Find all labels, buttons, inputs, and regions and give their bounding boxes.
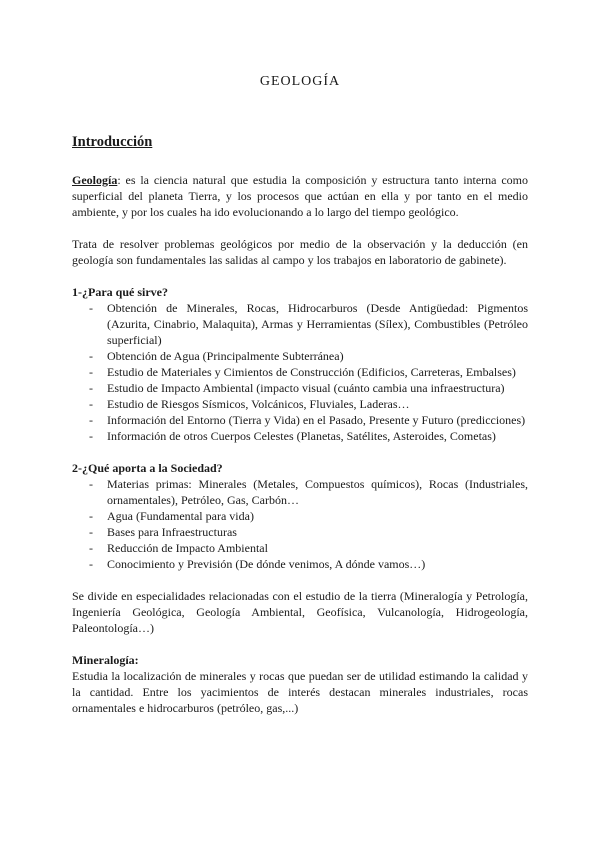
list-item: - Estudio de Riesgos Sísmicos, Volcánicos, Fluviales, Laderas… [72,396,528,412]
intro-paragraph-2: Trata de resolver problemas geológicos por medio de la observación y la deducción (en geología son fundamentales las salidas al campo y los trabajos en laboratorio de gabinete). [72,237,528,267]
section1-heading: 1-¿Para qué sirve? [72,285,168,299]
list-item: - Estudio de Impacto Ambiental (impacto visual (cuánto cambia una infraestructura) [72,380,528,396]
list-item: - Obtención de Minerales, Rocas, Hidrocarburos (Desde Antigüedad: Pigmentos (Azurita, Cinabrio, Malaquita), Armas y Herramientas (Sílex), Combustibles (Petróleo superficial) [72,300,528,348]
list-item: - Agua (Fundamental para vida) [72,508,528,524]
section2-list [72,476,528,572]
intro-heading: Introducción [72,134,153,150]
list-item: - Reducción de Impacto Ambiental [72,540,528,556]
list-item: - Bases para Infraestructuras [72,524,528,540]
specialties-paragraph: Se divide en especialidades relacionadas con el estudio de la tierra (Mineralogía y Petrología, Ingeniería Geológica, Geología Ambiental, Geofísica, Vulcanología, Hidrogeología, Paleontología…) [72,589,528,635]
list-item: - Información de otros Cuerpos Celestes (Planetas, Satélites, Asteroides, Cometas) [72,428,528,444]
intro-definition-paragraph [72,172,528,220]
geologia-term: Geología [72,173,118,187]
document-title: GEOLOGÍA [259,74,341,89]
section2-heading: 2-¿Qué aporta a la Sociedad? [72,461,223,475]
list-item: - Conocimiento y Previsión (De dónde venimos, A dónde vamos…) [72,556,528,572]
list-item: - Obtención de Agua (Principalmente Subterránea) [72,348,528,364]
mineralogia-paragraph: Estudia la localización de minerales y rocas que puedan ser de utilidad estimando la calidad y la cantidad. Entre los yacimientos de interés destacan minerales industriales, rocas ornamentales e hidrocarburos (petróleo, gas,...) [72,669,528,715]
section1-list [72,300,528,444]
list-item: - Materias primas: Minerales (Metales, Compuestos químicos), Rocas (Industriales, ornamentales), Petróleo, Gas, Carbón… [72,476,528,508]
geologia-definition: : es la ciencia natural que estudia la composición y estructura tanto interna como superficial del planeta Tierra, y los procesos que actúan en ella y por tanto en el medio ambiente, y por los cuales ha ido evolucionando a lo largo del tiempo geológico. [72,173,528,219]
list-item: - Información del Entorno (Tierra y Vida) en el Pasado, Presente y Futuro (predicciones) [72,412,528,428]
mineralogia-heading: Mineralogía: [72,653,139,667]
document-page [72,74,528,716]
list-item: - Estudio de Materiales y Cimientos de Construcción (Edificios, Carreteras, Embalses) [72,364,528,380]
